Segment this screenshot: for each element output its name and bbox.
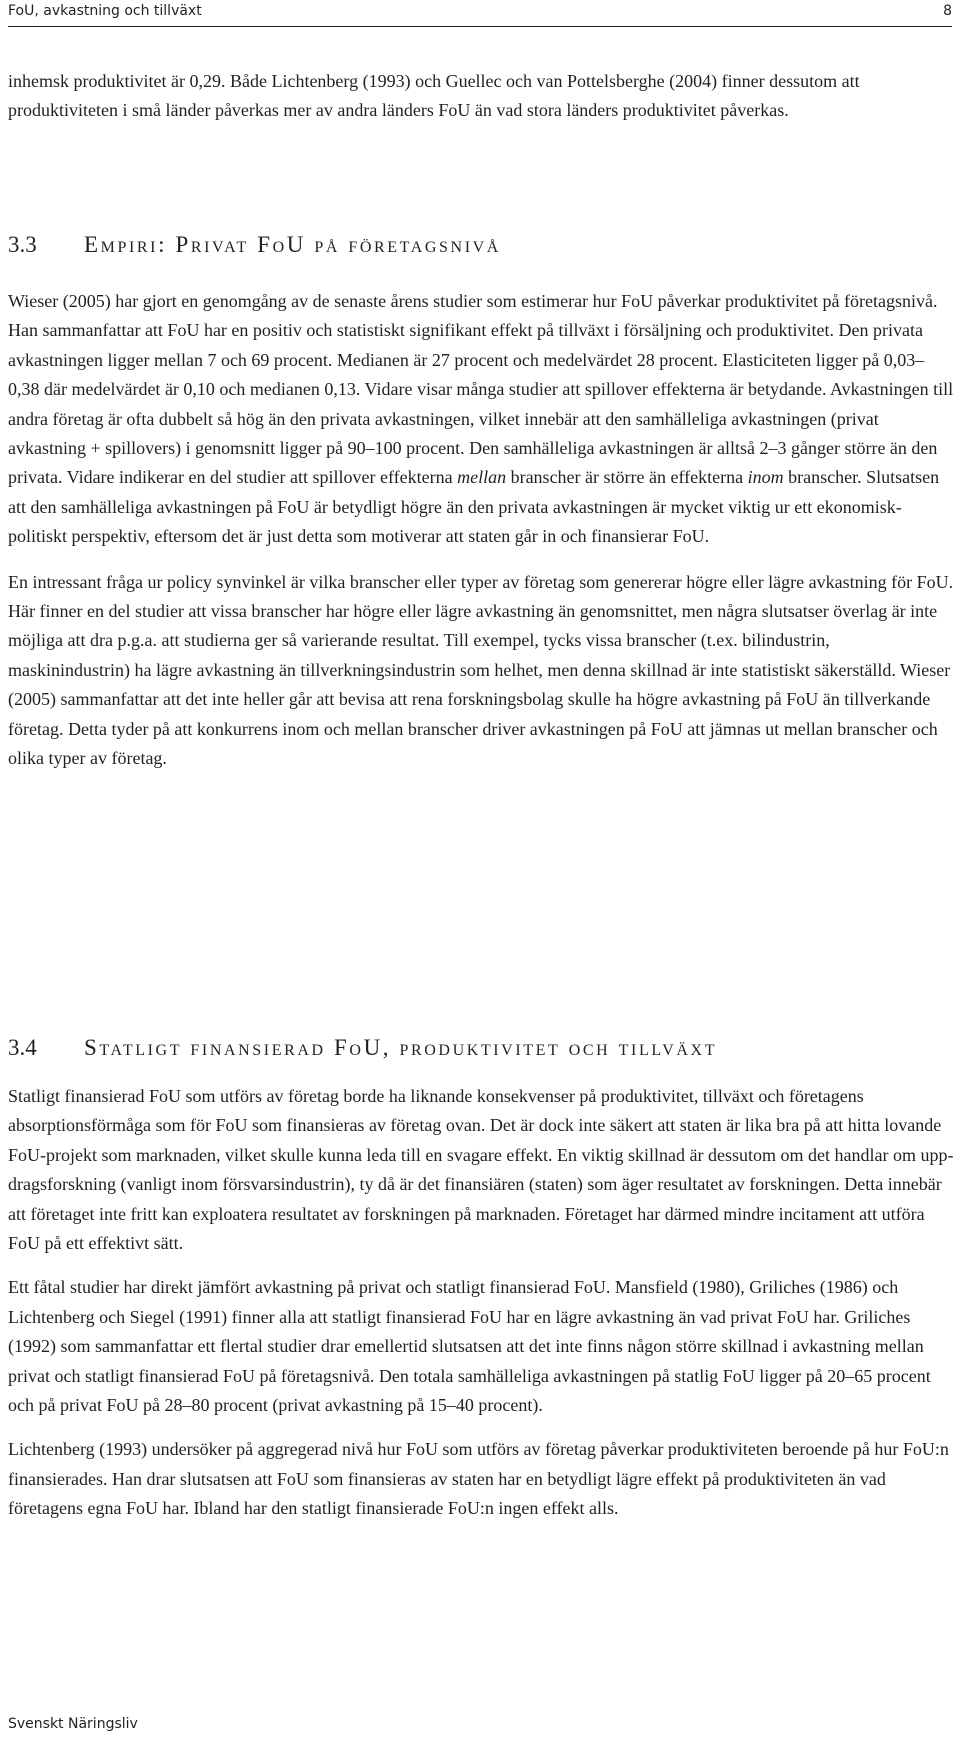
text-run: branscher. Slutsatsen att den samhälleliga avkastningen på FoU är betydligt högre än den privata avkastningen är mycket viktig ur ett ekonomisk-politiskt perspektiv, eftersom det är just detta som motiverar att staten går in och finansierar FoU. (8, 467, 940, 547)
section-3-3-body (8, 287, 954, 774)
paragraph (8, 287, 954, 552)
text-run: branscher är större än effekterna (506, 467, 748, 488)
header-rule (8, 26, 952, 27)
page-number: 8 (943, 3, 952, 19)
emphasis: mellan (457, 467, 507, 488)
intro-paragraph: inhemsk produktivitet är 0,29. Både Lichtenberg (1993) och Guellec och van Pottelsberghe (2004) finner dessutom att produktiviteten i små länder påverkas mer av andra länders FoU än vad stora länders produktivitet påverkas. (8, 71, 860, 121)
section-heading-3-3 (8, 232, 954, 258)
page-footer (8, 1716, 138, 1732)
intro-block (8, 67, 954, 126)
paragraph: En intressant fråga ur policy synvinkel är vilka branscher eller typer av företag som genererar högre eller lägre avkastning för FoU. Här finner en del studier att vissa branscher har högre eller lägre avkastning än genomsnittet, men några slutsatser överlag är inte möjliga att dra p.g.a. att studierna ger så varierande resultat. Till exempel, tycks vissa branscher (t.ex. bilindustrin, maskinindustrin) ha lägre avkastning än tillverkningsindustrin som helhet, men denna skillnad är inte statistiskt säkerställd. Wieser (2005) sammanfattar att det inte heller går att bevisa att rena forskningsbolag skulle ha högre avkastning på FoU än tillverkande företag. Detta tyder på att konkurrens inom och mellan branscher driver avkastningen på FoU att jämnas ut mellan branscher och olika typer av företag. (8, 571, 954, 769)
section-3-4-body (8, 1082, 954, 1524)
section-title: Statligt finansierad FoU, produktivitet och tillväxt (84, 1035, 718, 1060)
header-title: FoU, avkastning och tillväxt (8, 3, 202, 19)
text-run: Wieser (2005) har gjort en genomgång av de senaste årens studier som estimerar hur FoU påverkar produktivitet på företagsnivå. Han sammanfattar att FoU har en positiv och statistiskt signifikant effekt på tillväxt i försäljning och produktivitet. Den privata avkastningen ligger mellan 7 och 69 procent. Medianen är 27 procent och medelvärdet 28 procent. Elasticiteten ligger på 0,03–0,38 där medelvärdet är 0,10 och medianen 0,13. Vidare visar många studier att spillover effekterna är betydande. Avkastningen till andra företag är ofta dubbelt så hög än den privata avkastningen, vilket innebär att den samhälleliga avkastningen (privat avkastning + spillovers) i genomsnitt ligger på 90–100 procent. Den samhälleliga avkastningen är alltså 2–3 gånger större än den privata. Vidare indikerar en del studier att spillover effekterna (8, 291, 954, 488)
paragraph: Statligt finansierad FoU som utförs av företag borde ha liknande konsekvenser på produktivitet, tillväxt och företagens absorptionsförmåga som för FoU som finansieras av företag ovan. Det är dock inte säkert att staten är lika bra på att hitta lovande FoU-projekt som marknaden, vilket skulle kunna leda till en svagare effekt. En viktig skillnad är dessutom om det handlar om uppdragsforskning (vanligt inom försvarsindustrin), ty då är det finansiären (staten) som äger resultatet av forskningen. Detta innebär att företaget inte fritt kan exploatera resultatet av forskningen på marknaden. Företaget har därmed mindre incitament att utföra FoU på ett effektivt sätt. (8, 1086, 954, 1254)
paragraph: Lichtenberg (1993) undersöker på aggregerad nivå hur FoU som utförs av företag påverkar produktiviteten beroende på hur FoU:n finansierades. Han drar slutsatsen att FoU som finansieras av staten har en betydligt lägre effekt på produktiviteten än vad företagens egna FoU har. Ibland har den statligt finansierade FoU:n ingen effekt alls. (8, 1439, 949, 1519)
paragraph: Ett fåtal studier har direkt jämfört avkastning på privat och statligt finansierad FoU. Mansfield (1980), Griliches (1986) och Lichtenberg och Siegel (1991) finner alla att statligt finansierad FoU har en lägre avkastning än vad privat FoU har. Griliches (1992) som sammanfattar ett flertal studier drar emellertid slutsatsen att det inte finns någon större skillnad i avkastning mellan privat och statligt finansierad FoU på företagsnivå. Den totala samhälleliga avkastningen på statlig FoU ligger på 20–65 procent och på privat FoU på 28–80 procent (privat avkastning på 15–40 procent). (8, 1277, 931, 1416)
section-title: Empiri: Privat FoU på företagsnivå (84, 232, 501, 257)
section-number: 3.3 (8, 232, 37, 257)
footer-publisher: Svenskt Näringsliv (8, 1716, 138, 1732)
running-header (8, 0, 952, 24)
section-heading-3-4 (8, 1035, 954, 1061)
emphasis: inom (747, 467, 784, 488)
section-number: 3.4 (8, 1035, 37, 1060)
